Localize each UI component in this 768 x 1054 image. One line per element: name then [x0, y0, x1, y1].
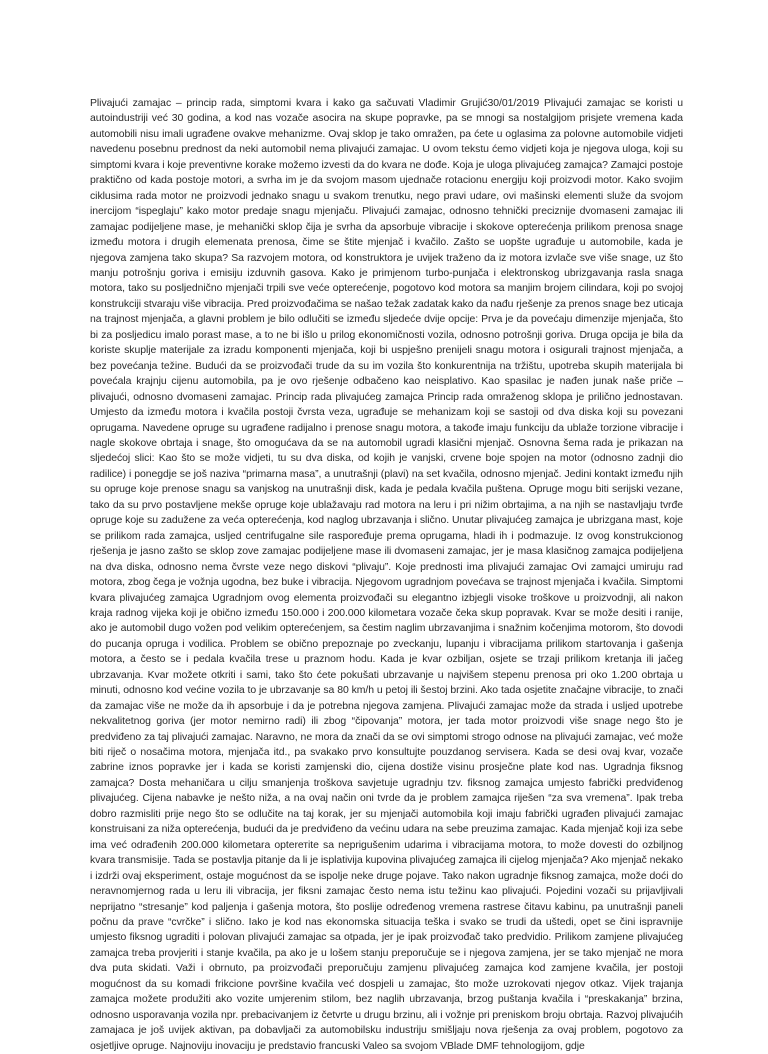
article-body-text: Plivajući zamajac – princip rada, simptomi kvara i kako ga sačuvati Vladimir Grujić30/01/2019 Plivajući zamajac se koristi u autoindustriji već 30 godina, a kod nas vozače asocira na skupe popravke, pa se mnogi sa nostalgijom prisjete vremena kada automobili nisu imali ugrađene ovakve mehanizme. Ovaj sklop je tako omražen, pa ćete u oglasima za polovne automobile vidjeti navedenu posebnu prednost da neki automobil nema plivajući zamajac. U ovom tekstu ćemo vidjeti koja je njegova uloga, koji su simptomi kvara i koje preventivne korake možemo izvesti da do kvara ne dođe. Koja je uloga plivajućeg zamajca? Zamajci postoje praktično od kada postoje motori, a svrha im je da svojom masom ujednače rotacionu energiju koji proizvodi motor. Kako svojim ciklusima rada motor ne proizvodi jednako snagu u svakom trenutku, nego pravi udare, ovi mašinski elementi služe da svojom inercijom “ispeglaju” kako motor predaje snagu mjenjaču. Plivajući zamajac, odnosno tehnički preciznije dvomaseni zamajac ili zamajac podijeljene mase, je mehanički sklop čija je svrha da apsorbuje vibracije i skokove opterećenja prilikom prenosa snage između motora i drugih elemenata prenosa, čime se štite mjenjač i kvačilo. Zašto se uopšte ugrađuje u automobile, kada je njegova zamjena tako skupa? Sa razvojem motora, od konstruktora je uvijek traženo da iz motora izvlače sve više snage, uz što manju potrošnju goriva i emisiju izduvnih gasova. Kako je primjenom turbo-punjača i elektronskog ubrizgavanja rasla snaga motora, tako su posljednično mjenjači trpili sve veće opterećenje, pogotovo kod motora sa manjim brojem cilindara, koji po svojoj konstrukciji stvaraju više vibracija. Pred proizvođačima se našao težak zadatak kako da nađu rješenje za prenos snage bez uticaja na trajnost mjenjača, a glavni problem je bilo odlučiti se između sljedeće dvije opcije: Prva je da povećaju dimenzije mjenjača, što bi za posljedicu imalo porast mase, a to ne bi išlo u prilog ekonomičnosti vozila, odnosno potrošnji goriva. Druga opcija je bila da koriste skuplje materijale za izradu komponenti mjenjača, koji bi uspješno prenijeli snagu motora i osigurali trajnost mjenjača, a bez povećanja težine. Budući da se proizvođači trude da su im vozila što konkurentnija na tržištu, upotreba skupih materijala bi povećala krajnju cijenu automobila, pa je ovo rješenje odbačeno kao neisplativo. Kao spasilac je nađen junak naše priče – plivajući, odnosno dvomaseni zamajac. Princip rada plivajućeg zamajca Princip rada omraženog sklopa je prilično jednostavan. Umjesto da između motora i kvačila postoji čvrsta veza, ugrađuje se mehanizam koji se sastoji od dva diska koji su povezani oprugama. Navedene opruge su ugrađene radijalno i prenose snagu motora, a takođe imaju funkciju da ublaže torzione vibracije i nagle skokove obrtaja i snage, što omogućava da se na automobil ugradi klasični mjenjač. Osnovna šema rada je prikazan na sljedećoj slici: Kao što se može vidjeti, tu su dva diska, od kojih je vanjski, crvene boje spojen na motor (odnosno zadnji dio radilice) i ponegdje se još naziva “primarna masa”, a unutrašnji (plavi) na set kvačila, odnosno mjenjač. Jedini kontakt između njih su opruge koje prenose snagu sa vanjskog na unutrašnji disk, kada je pedala kvačila puštena. Opruge mogu biti serijski vezane, tako da su prvo postavljene mekše opruge koje ublažavaju rad motora na leru i pri nižim obrtajima, a na njih se nastavljaju tvrđe opruge koje su zadužene za veća opterećenja, kod naglog ubrzavanja i slično. Unutar plivajućeg zamajca je ubrizgana mast, koje se prilikom rada zamajca, usljed centrifugalne sile raspoređuje prema oprugama, hladi ih i podmazuje. Iz ovog konstrukcionog rješenja je jasno zašto se sklop zove zamajac podijeljene mase ili dvomaseni zamajac, jer je masa klasičnog zamajca podijeljena na dva diska, odnosno nema čvrste veze nego diskovi “plivaju”. Koje prednosti ima plivajući zamajac Ovi zamajci umiruju rad motora, zbog čega je vožnja ugodna, bez buke i vibracija. Njegovom ugradnjom povećava se trajnost mjenjača i kvačila. Simptomi kvara plivajućeg zamajca Ugradnjom ovog elementa proizvođači su elegantno izbjegli visoke troškove u proizvodnji, ali nakon kraja radnog vijeka koji je obično između 150.000 i 200.000 kilometara vozače čeka skup popravak. Kvar se može desiti i ranije, ako je automobil dugo vožen pod velikim opterećenjem, sa čestim naglim ubrzavanjima i snažnim kočenjima motorom, što dovodi do pucanja opruga i vodilica. Problem se obično prepoznaje po zveckanju, lupanju i vibracijama prilikom startovanja i gašenja motora, a često se i pedala kvačila trese u praznom hodu. Kada je kvar ozbiljan, osjete se trzaji prilikom kretanja ili jačeg ubrzavanja. Kvar možete otkriti i sami, tako što ćete pokušati ubrzavanje u najvišem stepenu prenosa pri oko 1.200 obrtaja u minuti, odnosno kod većine vozila to je ubrzavanje sa 80 km/h u petoj ili šestoj brzini. Ako tada osjetite značajne vibracije, to znači da zamajac više ne može da ih apsorbuje i da je potrebna njegova zamjena. Plivajući zamajac može da strada i usljed upotrebe nekvalitetnog goriva (jer motor nemirno radi) ili zbog “čipovanja” motora, jer tada motor proizvodi više snage nego što je predviđeno za taj plivajući zamajac. Naravno, ne mora da znači da se ovi simptomi strogo odnose na plivajući zamajac, već može biti riječ o nosačima motora, mjenjača itd., pa svakako prvo konsultujte pouzdanog servisera. Kada se desi ovaj kvar, vozače zabrine iznos popravke jer i kada se koristi zamjenski dio, cijena dostiže visinu prosječne plate kod nas. Ugradnja fiksnog zamajca? Dosta mehaničara u cilju smanjenja troškova savjetuje ugradnju tzv. fiksnog zamajca umjesto fabrički predviđenog plivajućeg. Cijena nabavke je nešto niža, a na ovaj način oni tvrde da je problem zamajca riješen “za sva vremena”. Ipak treba dobro razmisliti prije nego što se odlučite na taj korak, jer su mjenjači automobila koji imaju fabrički ugrađen plivajući zamajac konstruisani za niža opterećenja, budući da je predviđeno da većinu udara na sebe preuzima zamajac. Kada mjenjač koji iza sebe ima već odrađenih 200.000 kilometara opterетite sa neprigušenim udarima i vibracijama motora, to može dovesti do ozbiljnog kvara transmisije. Tada se postavlja pitanje da li je isplativija kupovina plivajućeg zamajca ili cijelog mjenjača? Ako mjenjač nekako i izdrži ovaj eksperiment, ostaje mogućnost da se ispolje neke druge pojave. Tako nakon ugradnje fiksnog zamajca, može doći do neravnomjernog rada u leru ili vibracija, jer fiksni zamajac često nema istu težinu kao plivajući. Pojedini vozači su prijavljivali neprijatno “stresanje” kod paljenja i gašenja motora, što poslije određenog vremena rastrese čitavu kabinu, pa unutrašnji paneli počnu da prave “cvrčke” i slično. Iako je kod nas ekonomska situacija teška i svako se trudi da uštedi, opet se čini ispravnije umjesto fiksnog ugraditi i polovan plivajući zamajac sa otpada, jer je ipak proizvođač tako predvidio. Prilikom zamjene plivajućeg zamajca treba provjeriti i stanje kvačila, pa ako je u lošem stanju preporučuje se i njegova zamjena, jer se tako mjenjač ne mora dva puta skidati. Važi i obrnuto, pa proizvođači preporučuju zamjenu plivajućeg zamajca kod zamjene kvačila, jer postoji mogućnost da su komadi frikcione površine kvačila već dospjeli u zamajac, što može uzrokovati njegov otkaz. Vijek trajanja zamajca možete produžiti ako vozite umjerenim stilom, bez naglih ubrzavanja, brzog puštanja kvačila i “preskakanja” brzina, odnosno usporavanja vozila npr. prebacivanjem iz četvrte u drugu brzinu, ali i vožnje pri preniskom broju obrtaja. Razvoj plivajućih zamajaca je još uvijek aktivan, pa dobavljači za automobilsku industriju smišljaju nova rješenja za ovaj problem, pogotovo za osjetljive opruge. Najnoviju inovaciju je predstavio francuski Valeo sa svojom VBlade DMF tehnologijom, gdje	[90, 98, 683, 1052]
